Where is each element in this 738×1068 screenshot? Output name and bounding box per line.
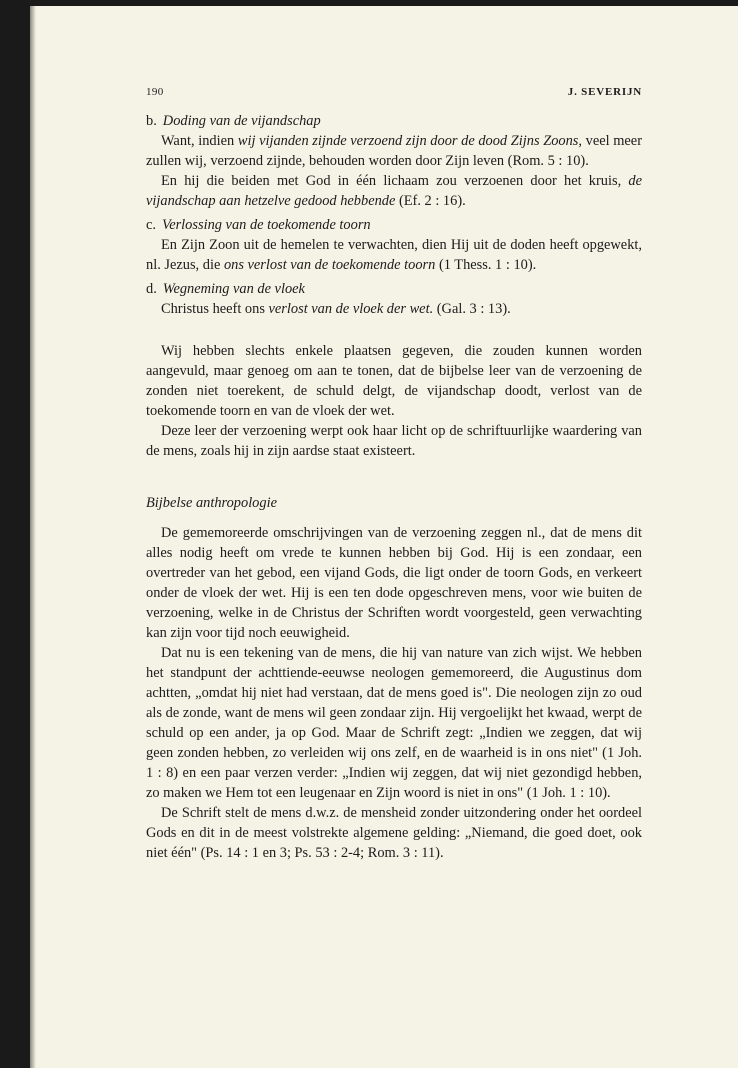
body-paragraph: De gememoreerde omschrijvingen van de verzoening zeggen nl., dat de mens dit alles nodig heeft om vrede te kunnen hebben bij God. Hij is een zondaar, een overtreder van het gebod, een vijand Gods, die ligt onder de toorn Gods, en verkeert onder de vloek der wet. Hij is een ten dode opgeschreven mens, voor wie buiten de verzoening, welke in de Christus der Schriften wordt voorgesteld, geen verwachting kan zijn voor tijd noch eeuwigheid.: [146, 525, 642, 641]
list-paragraph: [146, 171, 642, 211]
italic-span: de vijandschap aan hetzelve gedood hebbende: [146, 173, 642, 209]
list-paragraph: [146, 235, 642, 275]
running-author: J. SEVERIJN: [567, 86, 642, 98]
list-paragraph: [146, 299, 642, 319]
list-item-heading: [146, 215, 642, 235]
scan-border-left: [0, 0, 30, 1068]
list-item-heading: [146, 111, 642, 131]
page-number: 190: [146, 86, 164, 98]
text-span: veel meer zullen wij, verzoend zijnde, behouden worden door Zijn leven (Rom. 5 : 10).: [146, 133, 642, 169]
scan-border-top: [0, 0, 738, 6]
list-item-title: Wegneming van de vloek: [162, 281, 305, 297]
list-paragraph: [146, 131, 642, 171]
italic-span: wij vijanden zijnde verzoend zijn door de dood Zijns Zoons,: [237, 133, 582, 149]
list-item-title: Doding van de vijandschap: [162, 113, 321, 129]
book-page: [146, 82, 642, 863]
text-span: Want, indien: [161, 133, 238, 149]
text-span: En Zijn Zoon uit de hemelen te verwachten, dien Hij uit de doden heeft opgewekt, nl. Jezus, die: [146, 237, 642, 273]
list-item-title: Verlossing van de toekomende toorn: [162, 217, 371, 233]
list-item-heading: [146, 279, 642, 299]
body-paragraph: Dat nu is een tekening van de mens, die hij van nature van zich wijst. We hebben het standpunt der achttiende-eeuwse neologen gememoreerd, die Augustinus dom achtten, „omdat hij niet had verstaan, dat de mens goed is". Die neologen zijn zo oud als de zonde, want de mens wil geen zondaar zijn. Hij vergoelijkt het kwaad, werpt de schuld op een ander, ja op God. Maar de Schrift zegt: „Indien we zeggen, dat wij geen zonden hebben, zo verleiden wij ons zelf, en de waarheid is in ons niet" (1 Joh. 1 : 8) en een paar verzen verder: „Indien wij zeggen, dat wij niet gezondigd hebben, zo maken we Hem tot een leugenaar en Zijn woord is niet in ons" (1 Joh. 1 : 10).: [146, 645, 642, 801]
section-title: Bijbelse anthropologie: [146, 495, 277, 511]
list-letter: c.: [146, 217, 156, 233]
italic-span: verlost van de vloek der wet.: [268, 301, 434, 317]
scan-shadow: [30, 6, 36, 1068]
list-letter: b.: [146, 113, 157, 129]
running-header: [146, 82, 642, 102]
summary-paragraph: Wij hebben slechts enkele plaatsen gegeven, die zouden kunnen worden aangevuld, maar genoeg om aan te tonen, dat de bijbelse leer van de verzoening de zonden niet toerekent, de schuld delgt, de vijandschap doodt, verlost van de toekomende toorn en van de vloek der wet.: [146, 343, 642, 419]
text-span: (Gal. 3 : 13).: [433, 301, 511, 317]
italic-span: ons verlost van de toekomende toorn: [223, 257, 436, 273]
body-paragraph: De Schrift stelt de mens d.w.z. de mensheid zonder uitzondering onder het oordeel Gods en dit in de meest volstrekte algemene gelding: „Niemand, die goed doet, ook niet één" (Ps. 14 : 1 en 3; Ps. 53 : 2-4; Rom. 3 : 11).: [146, 805, 642, 861]
text-span: En hij die beiden met God in één lichaam zou verzoenen door het kruis,: [161, 173, 629, 189]
summary-paragraph: Deze leer der verzoening werpt ook haar licht op de schriftuurlijke waardering van de mens, zoals hij in zijn aardse staat existeert.: [146, 423, 642, 459]
text-span: (Ef. 2 : 16).: [395, 193, 466, 209]
text-span: (1 Thess. 1 : 10).: [435, 257, 537, 273]
list-letter: d.: [146, 281, 157, 297]
text-span: Christus heeft ons: [161, 301, 269, 317]
